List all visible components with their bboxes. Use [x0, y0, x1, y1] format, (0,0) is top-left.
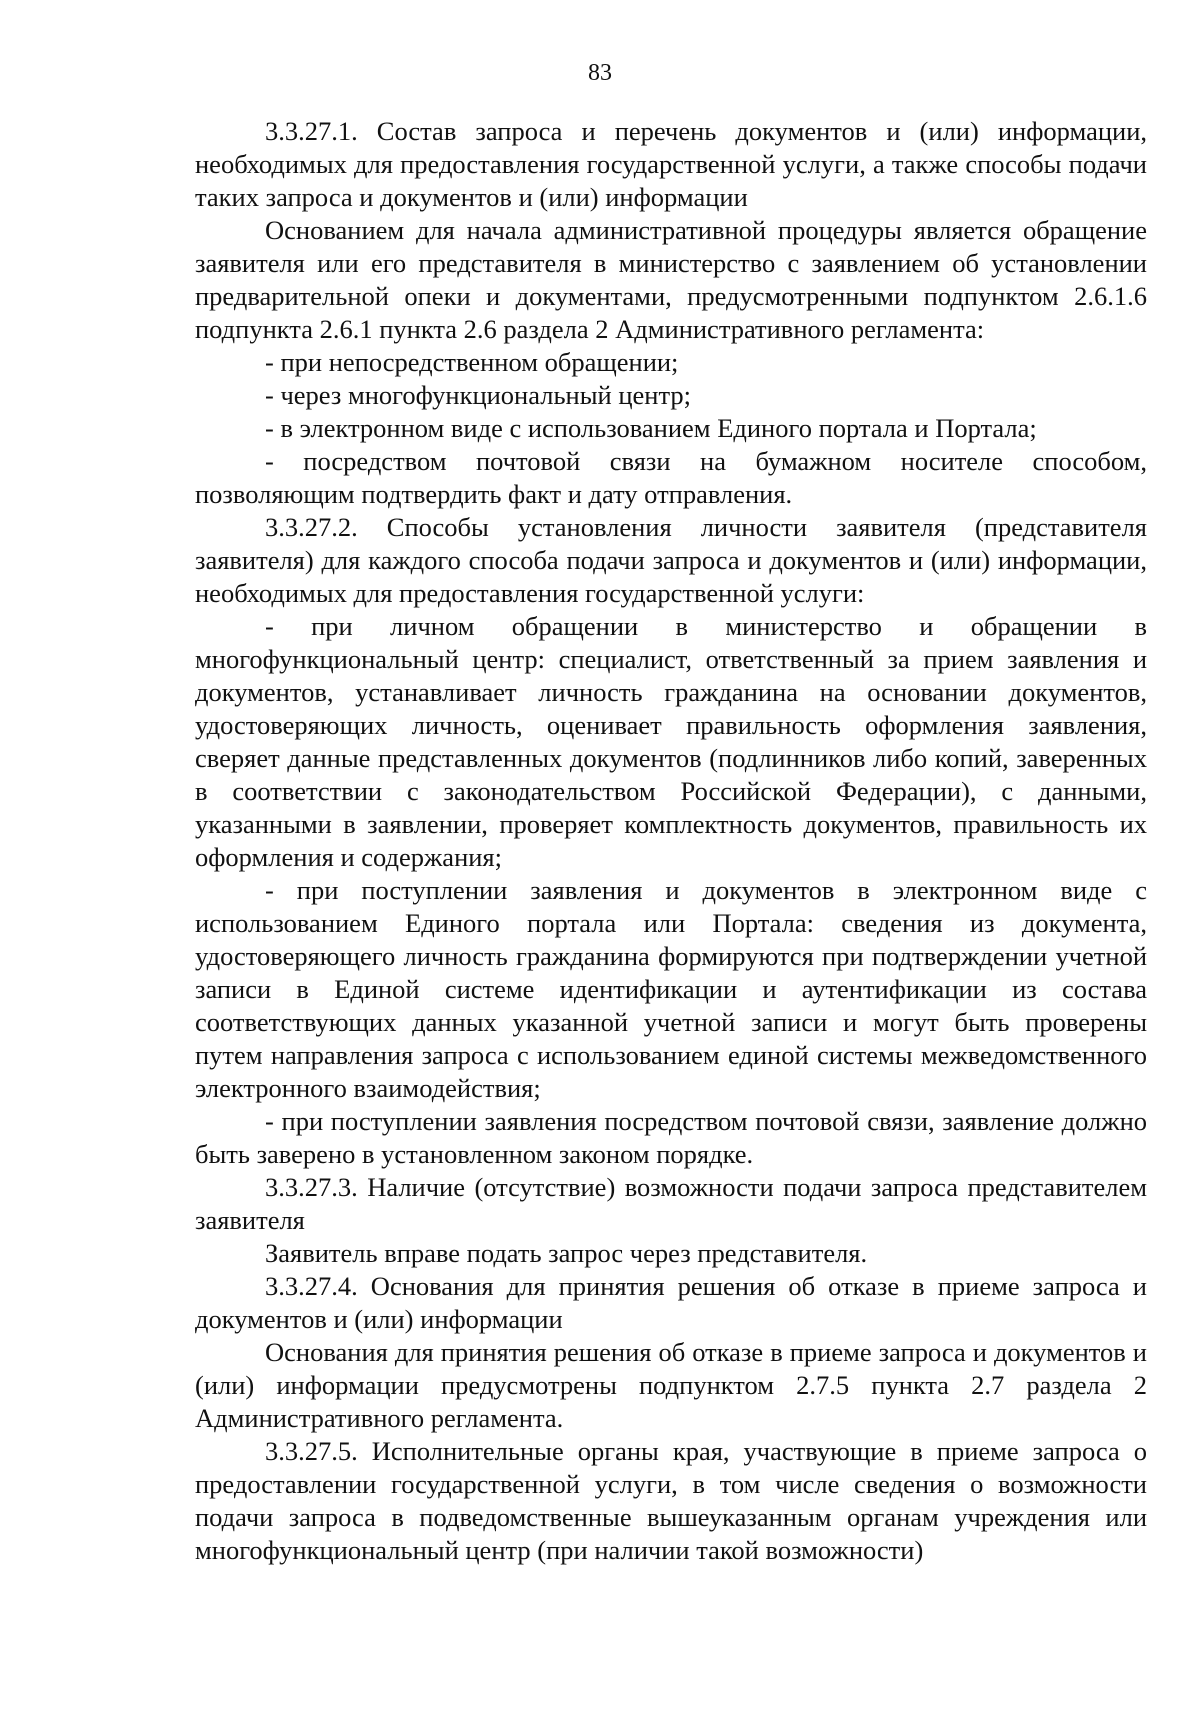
paragraph-refusal-grounds: Основания для принятия решения об отказе в приеме запроса и документов и (или) информации предусмотрены подпунктом 2.7.5 пункта 2.7 раздела 2 Административного регламента.: [195, 1337, 1147, 1433]
document-body: [195, 115, 1147, 1567]
paragraph-basis: Основанием для начала административной процедуры является обращение заявителя или его представителя в министерство с заявлением об установлении предварительной опеки и документами, предусмотренными подпунктом 2.6.1.6 подпункта 2.6.1 пункта 2.6 раздела 2 Административного регламента:: [195, 215, 1147, 344]
paragraph-3-3-27-5-heading: 3.3.27.5. Исполнительные органы края, участвующие в приеме запроса о предоставлении государственной услуги, в том числе сведения о возможности подачи запроса в подведомственные вышеуказанным органам учреждения или многофункциональный центр (при наличии такой возможности): [195, 1436, 1147, 1565]
paragraph-representative: Заявитель вправе подать запрос через представителя.: [265, 1238, 868, 1268]
paragraph-3-3-27-4-heading: 3.3.27.4. Основания для принятия решения об отказе в приеме запроса и документов и (или) информации: [195, 1271, 1147, 1334]
paragraph-3-3-27-1-heading: 3.3.27.1. Состав запроса и перечень документов и (или) информации, необходимых для предоставления государственной услуги, а также способы подачи таких запроса и документов и (или) информации: [195, 116, 1147, 212]
list-item-personal-identification: - при личном обращении в министерство и обращении в многофункциональный центр: специалист, ответственный за прием заявления и документов, устанавливает личность гражданина на основании документов, удостоверяющих личность, оценивает правильность оформления заявления, сверяет данные представленных документов (подлинников либо копий, заверенных в соответствии с законодательством Российской Федерации), с данными, указанными в заявлении, проверяет комплектность документов, правильность их оформления и содержания;: [195, 611, 1147, 872]
list-item-electronic: - в электронном виде с использованием Единого портала и Портала;: [265, 413, 1037, 443]
page-number: 83: [588, 60, 612, 86]
list-item-direct-appeal: - при непосредственном обращении;: [265, 347, 679, 377]
list-item-electronic-identification: - при поступлении заявления и документов в электронном виде с использованием Единого портала или Портала: сведения из документа, удостоверяющего личность гражданина формируются при подтверждении учетной записи в Единой системе идентификации и аутентификации из состава соответствующих данных указанной учетной записи и могут быть проверены путем направления запроса с использованием единой системы межведомственного электронного взаимодействия;: [195, 875, 1147, 1103]
list-item-postal-identification: - при поступлении заявления посредством почтовой связи, заявление должно быть заверено в установленном законом порядке.: [195, 1106, 1147, 1169]
paragraph-3-3-27-2-heading: 3.3.27.2. Способы установления личности заявителя (представителя заявителя) для каждого способа подачи запроса и документов и (или) информации, необходимых для предоставления государственной услуги:: [195, 512, 1147, 608]
list-item-mfc: - через многофункциональный центр;: [265, 380, 691, 410]
paragraph-3-3-27-3-heading: 3.3.27.3. Наличие (отсутствие) возможности подачи запроса представителем заявителя: [195, 1172, 1147, 1235]
list-item-postal: - посредством почтовой связи на бумажном носителе способом, позволяющим подтвердить факт и дату отправления.: [195, 446, 1147, 509]
